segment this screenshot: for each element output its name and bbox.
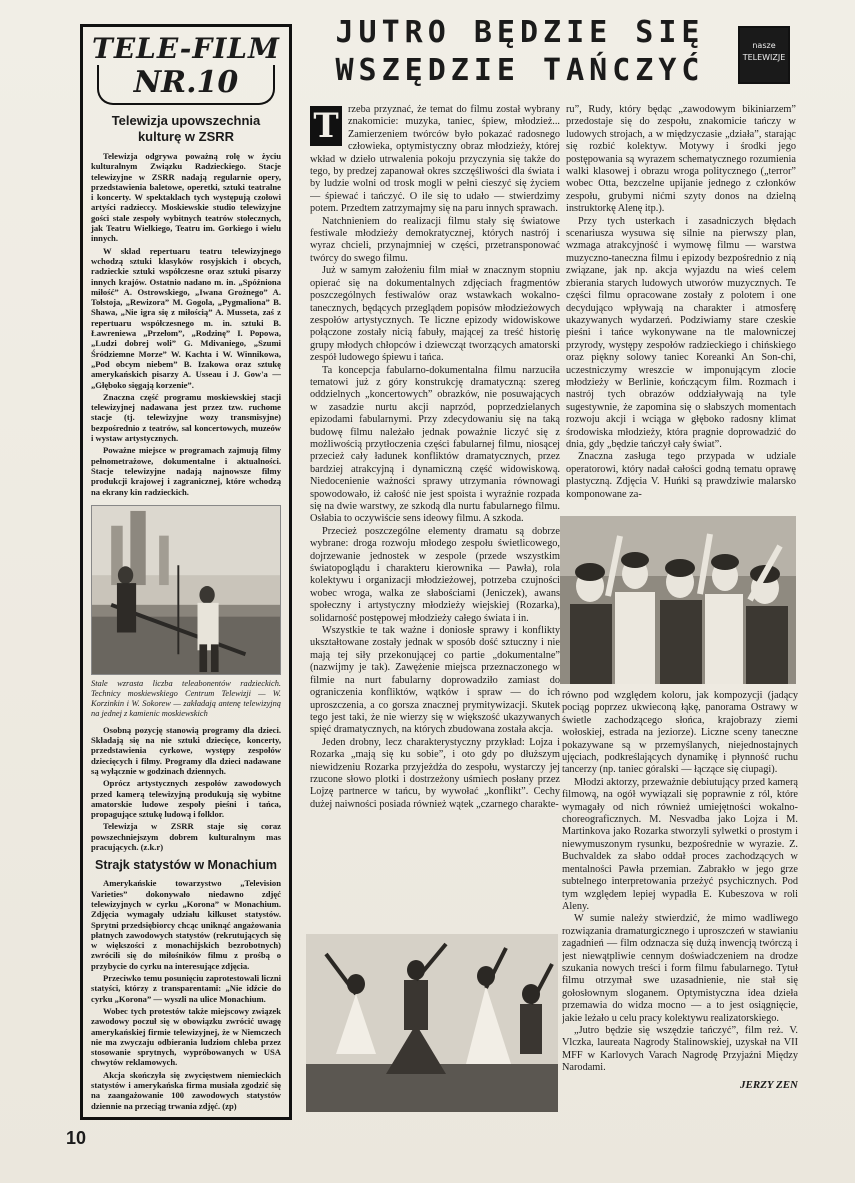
paragraph: Ta koncepcja fabularno-dokumentalna filmu narzuciła tematowi już z góry konstrukcję dramatyczną: szereg oddzielnych „koncertowych” obrazków, nie posuwających w zasadzie nurtu akcji naprzód, poprzedzielanych epizodami fabularnymi. Przy zdecydowaniu się na taką budowę filmu należało jednak poważnie liczyć się z możliwością przytłoczenia części fabularnej filmu, niosącej przecież cały ładunek konfliktów dramatycznych, przez bardziej atrakcyjną i dynamiczną część widowiskową. Niedocenienie ważności sprawy utrzymania równowagi spowodowało, iż całość nie jest spoista i wyraźnie rozpada się na dwie warstwy, ze szkodą dla nurtu fabularnego filmu. Osłabia to oczywiście sens ideowy filmu. A szkoda. bbox=[310, 364, 560, 525]
author-name: JERZY ZEN bbox=[740, 1078, 798, 1091]
drop-cap: T bbox=[310, 106, 342, 146]
paragraph: Przy tych usterkach i zasadniczych błędach scenariusza wysuwa się silnie na pierwszy plan, wzmaga atrakcyjność i wymowę filmu — warstwa muzyczno-taneczna filmu i epizody bezpośrednio z nią związane, jak np. akcja wyjazdu na wieś celem zbierania starych ludowych utworów muzycznych. Te części filmu opracowane zostały z polotem i one decydująco wpływają na charakter i atmosferę ukazywanych wydarzeń. Podziwiamy stare czeskie pieśni i tańce wykonywane na tle malowniczej przyrody, występy zespołów radzieckiego i chińskiego oraz piękny solowy taniec Koreanki An Son-chi, uczestniczymy wreszcie w imponującym zlocie młodzieży w Berlinie, kończącym film. Rozmach i nastrój tych obrazów oddziaływają na tyle sugestywnie, że zapomina się o słabszych momentach rozwoju akcji i wciąga w głęboko radosny klimat środowiska młodzieży, która pragnie doprowadzić do dnia, gdy „będzie tańczył cały świat”. bbox=[566, 215, 796, 450]
paragraph: Osobną pozycję stanowią programy dla dzieci. Składają się na nie sztuki dziecięce, koncerty, przedstawienia cyrkowe, występy zespołów dziecięcych i filmy. Programy dla dzieci nadawane są wyłącznie w godzinach dziennych. bbox=[91, 724, 281, 776]
paragraph: W sumie należy stwierdzić, że mimo wadliwego rozwiązania dramaturgicznego i uproszczeń w stawianiu zagadnień — film odznacza się dużą inwencją twórczą i jest niewątpliwie cennym doświadczeniem na drodze szukania nowych treści i form filmu fabularnego. Tytuł filmu otrzymał swe uzasadnienie, nie stał się gołosłownym sloganem. Optymistyczna idea dzieła przemawia do widza mocno — a to jest osiągnięcie, jakie leżało u celu pracy kolektywu realizatorskiego. bbox=[562, 913, 798, 1024]
folk-dance-photo bbox=[306, 934, 558, 1112]
paragraph: Wobec tych protestów także miejscowy związek zawodowy poczuł się w obowiązku zwrócić uwagę amerykańskiej firmie telewizyjnej, że w Niemczech nie ma zwyczaju odbierania ludziom chleba przez stosowanie sprytnych, wypróbowanych w USA chwytów reklamowych. bbox=[91, 1005, 281, 1068]
paragraph: Telewizja odgrywa poważną rolę w życiu kulturalnym Związku Radzieckiego. Stacje telewizyjne w ZSRR nadają regularnie opery, przedstawienia baletowe, operetki, sztuki teatralne i koncerty. W spektaklach tych występują czołowi artyści radzieccy. Moskiewskie studio telewizyjne gości stale zespoły wybitnych teatrów stołecznych, jak Teatru Wielkiego, Teatru im. Gorkiego i wielu innych. bbox=[91, 151, 281, 244]
paragraph: Natchnieniem do realizacji filmu stały się światowe festiwale młodzieży demokratycznej, których nastrój i wyraz chcieli, przynajmniej w części, przetransponować twórcy do swego filmu. bbox=[310, 215, 560, 264]
paragraph: Jeden drobny, lecz charakterystyczny przykład: Lojza i Rozarka „mają się ku sobie”, i oto gdy po dłuższym niewidzeniu Rozarka przyjeżdża do zespołu, wystarczy jej rzucone słowo plotki i dostrzeżony uśmiech posłany przez Lojzę partnerce w tańcu, by wywołać „konflikt”. Cechy dużej naiwności posiada również wątek „czarnego charakte- bbox=[310, 736, 560, 810]
box-text-1 bbox=[91, 151, 281, 497]
paragraph: Wszystkie te tak ważne i doniosłe sprawy i konflikty ukształtowane zostały jednak w sposób dość sztuczny i nie mają tej siły przekonującej co partie „dokumentalne” (nazwijmy je tak). Zawężenie miejsca przeznaczonego w filmie na nurt fabularny doprowadziło zamiast do ograniczenia konfliktów, wątków i spraw — do ich uproszczenia, a co gorsza znacznej prymitywizacji. Skutek tego jest taki, że nie wierzy się w większość ukazywanych spięć dramatycznych, na których zbudowana została akcja. bbox=[310, 625, 560, 736]
paragraph: Akcja skończyła się zwycięstwem niemieckich statystów i amerykańska firma musiała zgodzić się na zaangażowanie 100 zawodowych statystów dziennie na przeciąg trwania zdjęć. (zp) bbox=[91, 1069, 281, 1111]
page-number: 10 bbox=[66, 1128, 87, 1148]
paragraph: Przeciwko temu posunięciu zaprotestowali liczni statyści, którzy z transparentami: „Nie idźcie do cyrku „Korona” — wyszli na ulice Monachium. bbox=[91, 973, 281, 1004]
box-text-2 bbox=[91, 725, 281, 853]
tele-film-title: TELE-FILM bbox=[91, 32, 280, 65]
paragraph: Poważne miejsce w programach zajmują filmy pełnometrażowe, dokumentalne i aktualności. Stacje telewizyjne nadają najnowsze filmy produkcji krajowej i zagranicznej, które wchodzą na ekrany kin radzieckich. bbox=[91, 445, 281, 497]
title-line-2: WSZĘDZIE TAŃCZYĆ bbox=[335, 53, 705, 88]
paragraph: Już w samym założeniu film miał w znacznym stopniu opierać się na dokumentalnych zdjęciach fragmentów poszczególnych festiwalów oraz wstawkach wokalno-tanecznych, będących przeglądem popisów młodzieżowych zespołów artystycznych. Te liczne epizody widowiskowe połączone zostały nicią fabuły, mającej za treść historię grupy młodych chłopców i dziewcząt tworzących amatorski zespół ludowego śpiewu i tańca. bbox=[310, 265, 560, 364]
paragraph: Znaczna zasługa tego przypada w udziale operatorowi, który nadał całości godną tematu oprawę plastyczną. Zdjęcia V. Huńki są prawdziwie malarsko komponowane za- bbox=[566, 451, 796, 500]
article-column-2-bottom bbox=[562, 690, 798, 1120]
paragraph: Oprócz artystycznych zespołów zawodowych przed kamerą telewizyjną produkują się wybitne amatorskie ludowe zespoły pieśni i tańca, propagujące sztukę ludową i folklor. bbox=[91, 778, 281, 820]
paragraph: „Jutro będzie się wszędzie tańczyć”, film reż. V. Vlczka, laureata Nagrody Stalinowskiej, uzyskał na VII MFF w Karlovych Varach Nagrodę Przyjaźni Między Narodami. bbox=[562, 1024, 798, 1074]
paragraph: W skład repertuaru teatru telewizyjnego wchodzą sztuki klasyków rosyjskich i obcych, radzieckie sztuki współczesne oraz sztuki pisarzy innych krajów. Ostatnio nadano m. in. „Spóźniona miłość” A. Ostrowskiego, „Iwana Groźnego” A. Tołstoja, „Rewizora” M. Gogola, „Pygmaliona” B. Shawa, „Nie igra się z miłością” A. Musseta, zaś z repertuaru współczesnego m. in. sztuki B. Ławreniewa „Przełom”, „Rodzinę” I. Popowa, „Ludzi dobrej woli” G. Mdivaniego, „Szumi Śródziemne Morze” W. Kachta i W. Winnikowa, „Pod obcym niebem” B. Izakowa oraz sztukę amerykańskich pisarzy A. Usseau i J. Gow'a — „Głęboko sięgają korzenie”. bbox=[91, 245, 281, 390]
paragraph: Telewizja w ZSRR staje się coraz powszechniejszym dobrem kulturalnym mas pracujących. (z.k.r) bbox=[91, 821, 281, 853]
article-column-2-top bbox=[566, 104, 796, 510]
television-logo-icon: nasze TELEWIZJE bbox=[738, 26, 790, 84]
headline-telewizja: Telewizja upowszechnia kulturę w ZSRR bbox=[111, 113, 261, 144]
paragraph: ru”, Rudy, który będąc „zawodowym bikiniarzem” przedostaje się do zespołu, znakomicie tańczy w ludowych strojach, a w międzyczasie „działa”, starając się rozbić kolektyw. Motywy i środki jego postępowania są wyrazem schematycznego rozumienia walki klasowej i obrazu wroga politycznego („terror” wobec Otta, bezczelne upijanie jednego z członków zespołu, grubymi nićmi szyty donos na dzielną instruktorkę Alenę itp.). bbox=[566, 104, 796, 215]
tele-film-box bbox=[80, 24, 292, 1120]
antenna-photo bbox=[91, 505, 281, 675]
paragraph: Młodzi aktorzy, przeważnie debiutujący przed kamerą filmową, na ogół wywiązali się poprawnie z ról, które wymagały od nich również umiejętności wokalno-choreograficznych. M. Nesvadba jako Lojza i M. Martinkova jako Rozarka stworzyli sylwetki o prostym i niewymuszonym rysunku, bezpośrednie w wyrazie. Z. Buchvaldek za słabo oddał proces zachodzących w mentalności Pawła przemian. Zabrakło w jego grze subtelnego interpretowania przeżyć psychicznych. Pod tym względem lepiej wypadła E. Kubeszova w roli Aleny. bbox=[562, 776, 798, 912]
headline-strajk: Strajk statystów w Monachium bbox=[95, 858, 277, 873]
paragraph: równo pod względem koloru, jak kompozycji (jadący pociąg poprzez ukwieconą łąkę, panorama Ostrawy w świetle zachodzącego słońca, krajobrazy ziemi wołoskiej, estrada na jeziorze). Liczne sceny taneczne pokazywane są w przemyślanych, niejednostajnych ujęciach, podkreślających dynamikę i płynność ruchu tancerzy (np. taniec góralski — łączące się ciupagi). bbox=[562, 690, 798, 776]
paragraph: rzeba przyznać, że temat do filmu został wybrany znakomicie: muzyka, taniec, śpiew, młodzież... Zamierzeniem twórców było pokazać radosnego człowieka, optymistyczny obraz młodzieży, której wkład w dzieło utrwalenia pokoju przyczynia się także do tego, by predzej zapanował okres szczęśliwości dla świata i by ludzie wolni od trosk mogli w pełni cieszyć się życiem — śpiewać i tańczyć. O ile się to udało — stwierdzimy potem. Przedtem zatrzymajmy się na paru innych sprawach. bbox=[310, 104, 560, 215]
title-line-1: JUTRO BĘDZIE SIĘ bbox=[335, 15, 705, 50]
youth-crowd-photo bbox=[560, 516, 796, 684]
paragraph: Znaczna część programu moskiewskiej stacji telewizyjnej nadawana jest przez tzw. ruchome stacje (tj. telewizyjne wozy transmisyjne) bezpośrednio z teatrów, sal koncertowych, muzeów i wystaw artystycznych. bbox=[91, 391, 281, 444]
photo-caption: Stale wzrasta liczba teleabonentów radzieckich. Technicy moskiewskiego Centrum Telewizji — W. Korzinkin i W. Sokorew — zakładają antenę telewizyjną na jednej z kamienic moskiewskich bbox=[91, 678, 281, 718]
box-text-3 bbox=[91, 878, 281, 1111]
paragraph: Przecież poszczególne elementy dramatu są dobrze wybrane: droga rozwoju młodego zespołu świetlicowego, dojrzewanie jednostek w zespole (przede wszystkim światopoglądu i charakteru kierownika — Pawła), rola kolektywu i organizacji młodzieżowej, potrzeba czujności wobec wroga, walka ze słabościami (Jeniczek), awans społeczny i artystyczny młodzieży wiejskiej (Rozarka), solidarność postępowej młodzieży całego świata i in. bbox=[310, 525, 560, 624]
article-title bbox=[310, 14, 730, 90]
article-column-1 bbox=[310, 104, 560, 930]
paragraph: Amerykańskie towarzystwo „Television Varieties” dokonywało niedawno zdjęć telewizyjnych w cyrku „Korona” w Monachium. Zdjęcia wymagały udziału kilkuset statystów. Sprytni przedsiębiorcy chcąc uniknąć angażowania płatnych zawodowych statystów (rekrutujących się w większości z monachijskich bezrobotnych) zwrócili się do miłośników filmu z prośbą o przybycie do cyrku na interesujące zdjęcia. bbox=[91, 878, 281, 971]
issue-number: NR.10 bbox=[97, 65, 275, 105]
